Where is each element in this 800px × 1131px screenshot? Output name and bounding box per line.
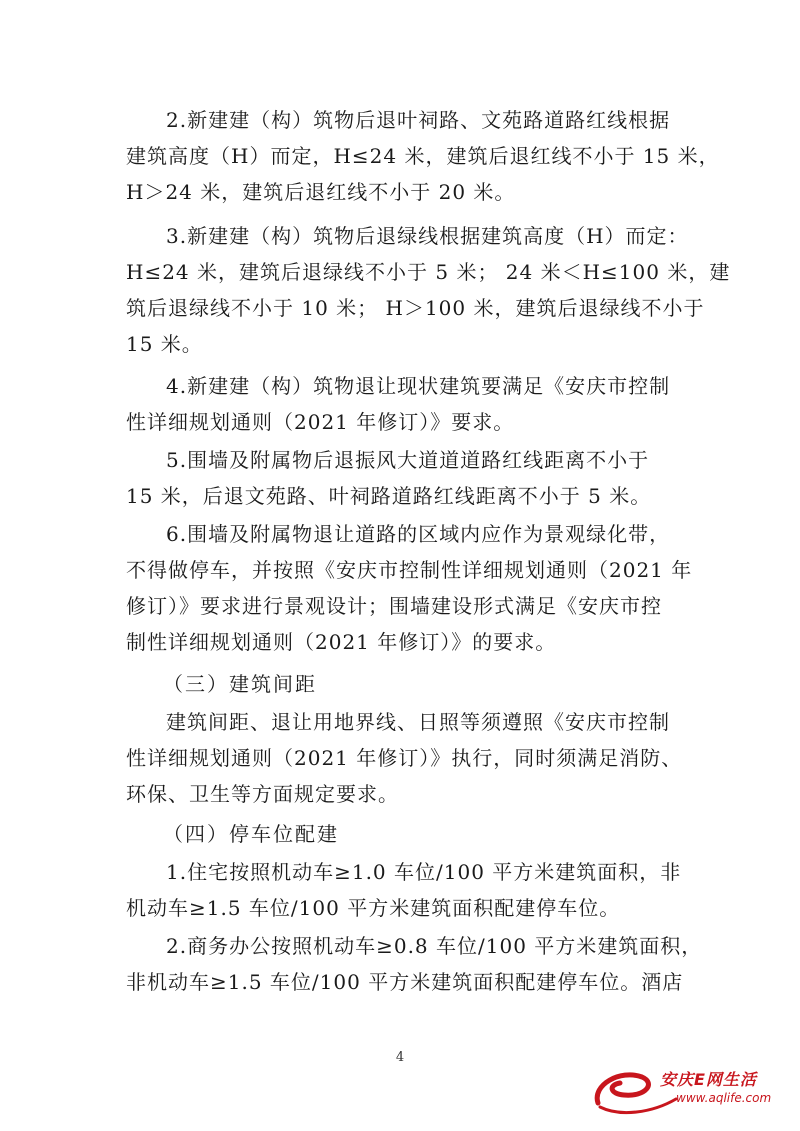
text-line: 1.住宅按照机动车≥1.0 车位/100 平方米建筑面积，非 [166, 860, 682, 884]
paragraph-building-spacing [126, 704, 686, 812]
paragraph-parking-residential [126, 854, 686, 926]
text-line: 建筑间距、退让用地界线、日照等须遵照《安庆市控制 [166, 710, 670, 734]
text-line: 15 米。 [126, 332, 203, 356]
text-line: 4.新建建（构）筑物退让现状建筑要满足《安庆市控制 [166, 374, 671, 398]
paragraph-landscape-belt [126, 516, 693, 660]
text-line: 机动车≥1.5 车位/100 平方米建筑面积配建停车位。 [126, 896, 621, 920]
text-line: 非机动车≥1.5 车位/100 平方米建筑面积配建停车位。酒店 [126, 970, 684, 994]
text-line: 不得做停车，并按照《安庆市控制性详细规划通则（2021 年 [126, 558, 693, 582]
paragraph-setback-greenline [126, 218, 731, 362]
text-line: 15 米，后退文苑路、叶祠路道路红线距离不小于 5 米。 [126, 484, 652, 508]
text-line: 6.围墙及附属物退让道路的区域内应作为景观绿化带， [166, 522, 671, 546]
watermark-url: www.aqlife.com [676, 1091, 772, 1105]
text-line: 筑后退绿线不小于 10 米； H＞100 米，建筑后退绿线不小于 [126, 296, 705, 320]
text-line: H≤24 米，建筑后退绿线不小于 5 米； 24 米＜H≤100 米，建 [126, 260, 731, 284]
section-heading-parking: （四）停车位配建 [163, 822, 339, 846]
text-line: 5.围墙及附属物后退振风大道道道路红线距离不小于 [166, 448, 650, 472]
site-watermark-logo [590, 1063, 790, 1119]
paragraph-parking-office [126, 928, 703, 1000]
text-line: 3.新建建（构）筑物后退绿线根据建筑高度（H）而定： [166, 224, 689, 248]
text-line: 修订）》要求进行景观设计；围墙建设形式满足《安庆市控 [126, 594, 662, 618]
text-line: 2.商务办公按照机动车≥0.8 车位/100 平方米建筑面积， [166, 934, 703, 958]
text-line: 环保、卫生等方面规定要求。 [126, 782, 399, 806]
paragraph-wall-setback [126, 442, 686, 514]
page-number: 4 [395, 1050, 405, 1065]
paragraph-setback-road [126, 102, 720, 210]
text-line: 性详细规划通则（2021 年修订）》执行，同时须满足消防、 [126, 746, 683, 770]
text-line: 建筑高度（H）而定，H≤24 米，建筑后退红线不小于 15 米， [126, 144, 720, 168]
watermark-title: 安庆E网生活 [660, 1070, 757, 1089]
section-heading-building-spacing: （三）建筑间距 [163, 672, 317, 696]
text-line: 性详细规划通则（2021 年修订）》要求。 [126, 410, 515, 434]
text-line: 制性详细规划通则（2021 年修订）》的要求。 [126, 630, 557, 654]
text-line: H＞24 米，建筑后退红线不小于 20 米。 [126, 180, 516, 204]
text-line: 2.新建建（构）筑物后退叶祠路、文苑路道路红线根据 [166, 108, 671, 132]
paragraph-setback-existing [126, 368, 686, 440]
